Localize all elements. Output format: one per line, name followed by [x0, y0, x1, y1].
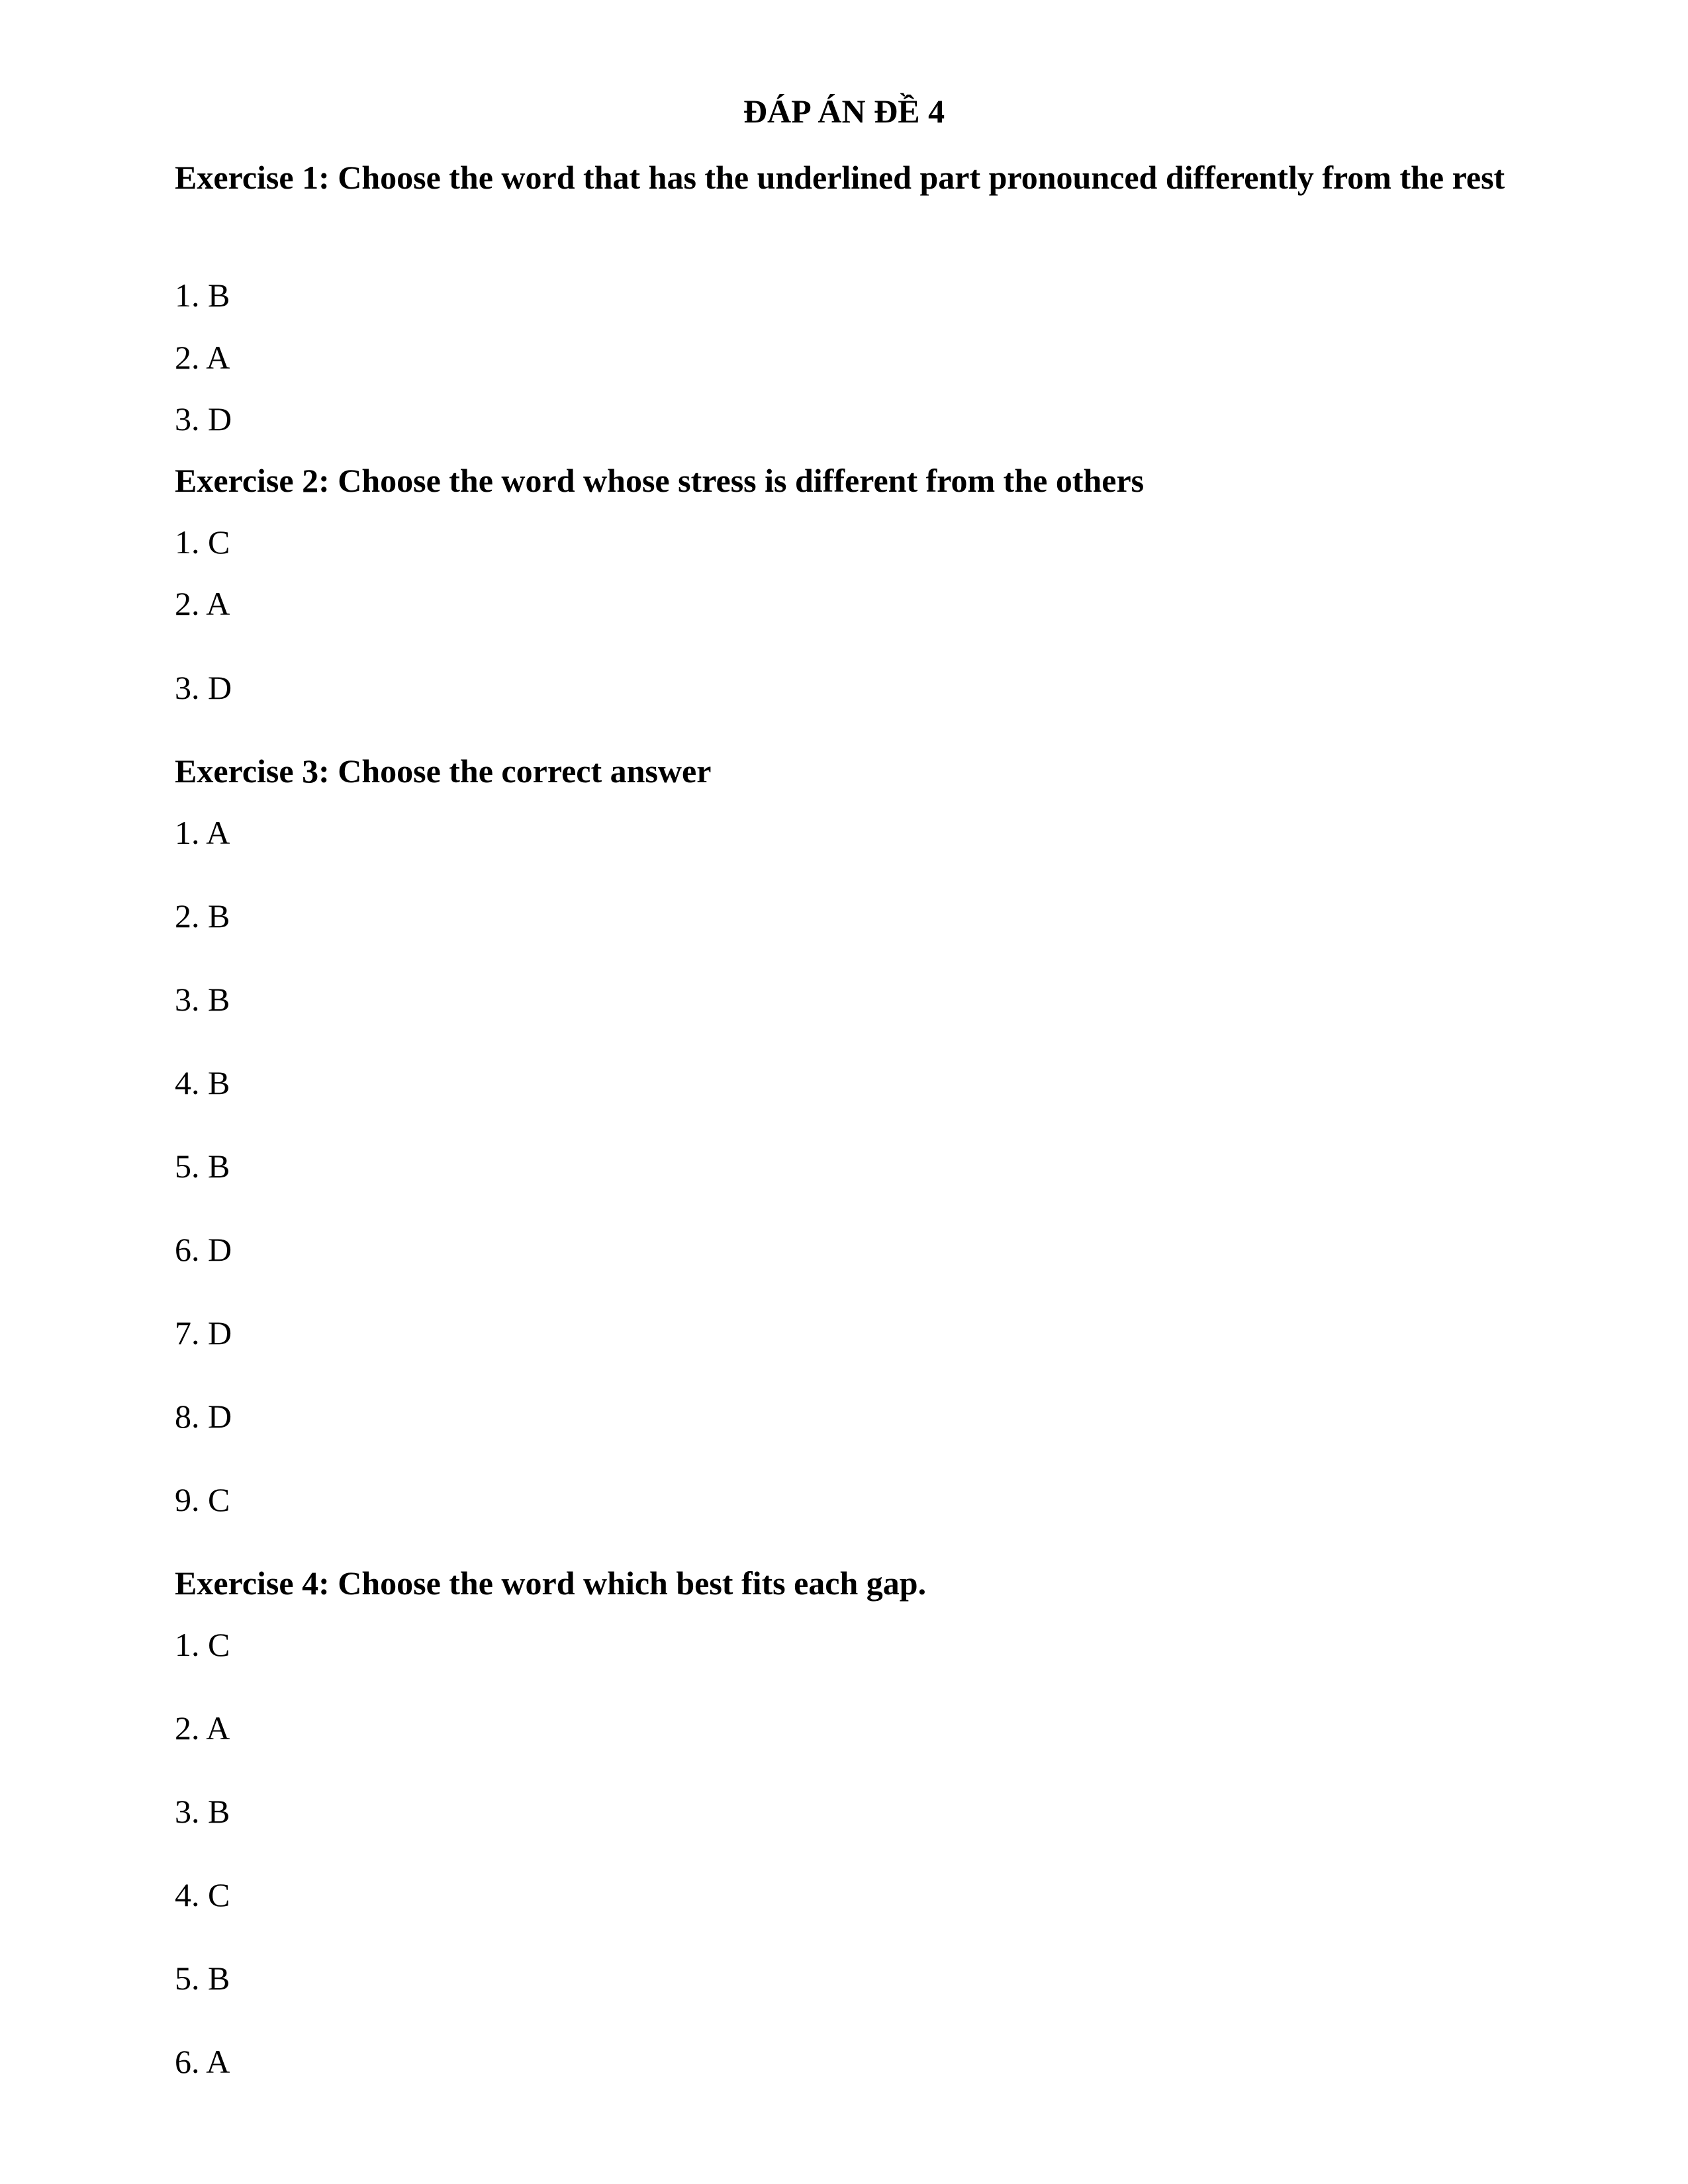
answer-letter: D [208, 400, 232, 437]
exercise-4-heading: Exercise 4: Choose the word which best fits each gap. [175, 1565, 927, 1602]
answer-letter: D [208, 1398, 232, 1435]
exercise-3-answer-3 [175, 976, 230, 1023]
answer-number: 9. [175, 1481, 200, 1518]
exercise-3-answer-7 [175, 1310, 232, 1356]
answer-number: 4. [175, 1064, 200, 1101]
answer-letter: B [208, 1064, 230, 1101]
exercise-4-answer-1 [175, 1621, 230, 1668]
exercise-2-heading: Exercise 2: Choose the word whose stress is different from the others [175, 462, 1145, 499]
answer-number: 1. [175, 814, 200, 851]
answer-letter: A [206, 2043, 230, 2080]
exercise-3-answer-1 [175, 809, 230, 856]
exercise-1-answer-1 [175, 272, 230, 318]
answer-number: 3. [175, 981, 200, 1018]
answer-number: 3. [175, 400, 200, 437]
answer-number: 7. [175, 1314, 200, 1351]
exercise-3-answer-8 [175, 1393, 232, 1439]
answer-letter: B [208, 277, 230, 314]
exercise-2-answer-2 [175, 580, 230, 627]
exercise-3-heading: Exercise 3: Choose the correct answer [175, 752, 712, 790]
answer-letter: A [206, 585, 230, 622]
exercise-2-answer-3 [175, 664, 232, 711]
answer-number: 2. [175, 897, 200, 934]
answer-number: 1. [175, 523, 200, 561]
exercise-3-answer-6 [175, 1226, 232, 1273]
answer-number: 2. [175, 339, 200, 376]
answer-letter: A [206, 339, 230, 376]
exercise-3-answer-5 [175, 1143, 230, 1189]
exercise-4-answer-4 [175, 1872, 230, 1918]
exercise-4-answer-6 [175, 2038, 230, 2085]
exercise-3-answer-4 [175, 1060, 230, 1106]
answer-number: 2. [175, 1709, 200, 1747]
exercise-3-answer-2 [175, 893, 230, 939]
exercise-4-answer-3 [175, 1788, 230, 1835]
exercise-2-answer-1 [175, 519, 230, 565]
answer-number: 6. [175, 2043, 200, 2080]
answer-number: 1. [175, 277, 200, 314]
answer-letter: A [206, 1709, 230, 1747]
answer-letter: B [208, 1960, 230, 1997]
answer-number: 5. [175, 1148, 200, 1185]
answer-letter: C [208, 523, 230, 561]
answer-number: 5. [175, 1960, 200, 1997]
answer-number: 6. [175, 1231, 200, 1268]
answer-number: 8. [175, 1398, 200, 1435]
exercise-1-answer-3 [175, 396, 232, 442]
answer-letter: D [208, 1231, 232, 1268]
answer-letter: D [208, 669, 232, 706]
answer-number: 2. [175, 585, 200, 622]
exercise-4-answer-2 [175, 1705, 230, 1751]
exercise-3-answer-9 [175, 1477, 230, 1523]
answer-number: 1. [175, 1626, 200, 1663]
answer-letter: B [208, 1148, 230, 1185]
answer-letter: C [208, 1626, 230, 1663]
answer-letter: A [206, 814, 230, 851]
answer-letter: C [208, 1876, 230, 1913]
answer-letter: B [208, 1793, 230, 1830]
exercise-1-heading: Exercise 1: Choose the word that has the underlined part pronounced differently from the rest [175, 159, 1505, 196]
answer-number: 4. [175, 1876, 200, 1913]
answer-number: 3. [175, 669, 200, 706]
exercise-1-answer-2 [175, 334, 230, 381]
exercise-4-answer-5 [175, 1955, 230, 2001]
answer-letter: D [208, 1314, 232, 1351]
answer-letter: B [208, 897, 230, 934]
answer-letter: C [208, 1481, 230, 1518]
page-title: ĐÁP ÁN ĐỀ 4 [743, 93, 945, 130]
answer-letter: B [208, 981, 230, 1018]
answer-number: 3. [175, 1793, 200, 1830]
